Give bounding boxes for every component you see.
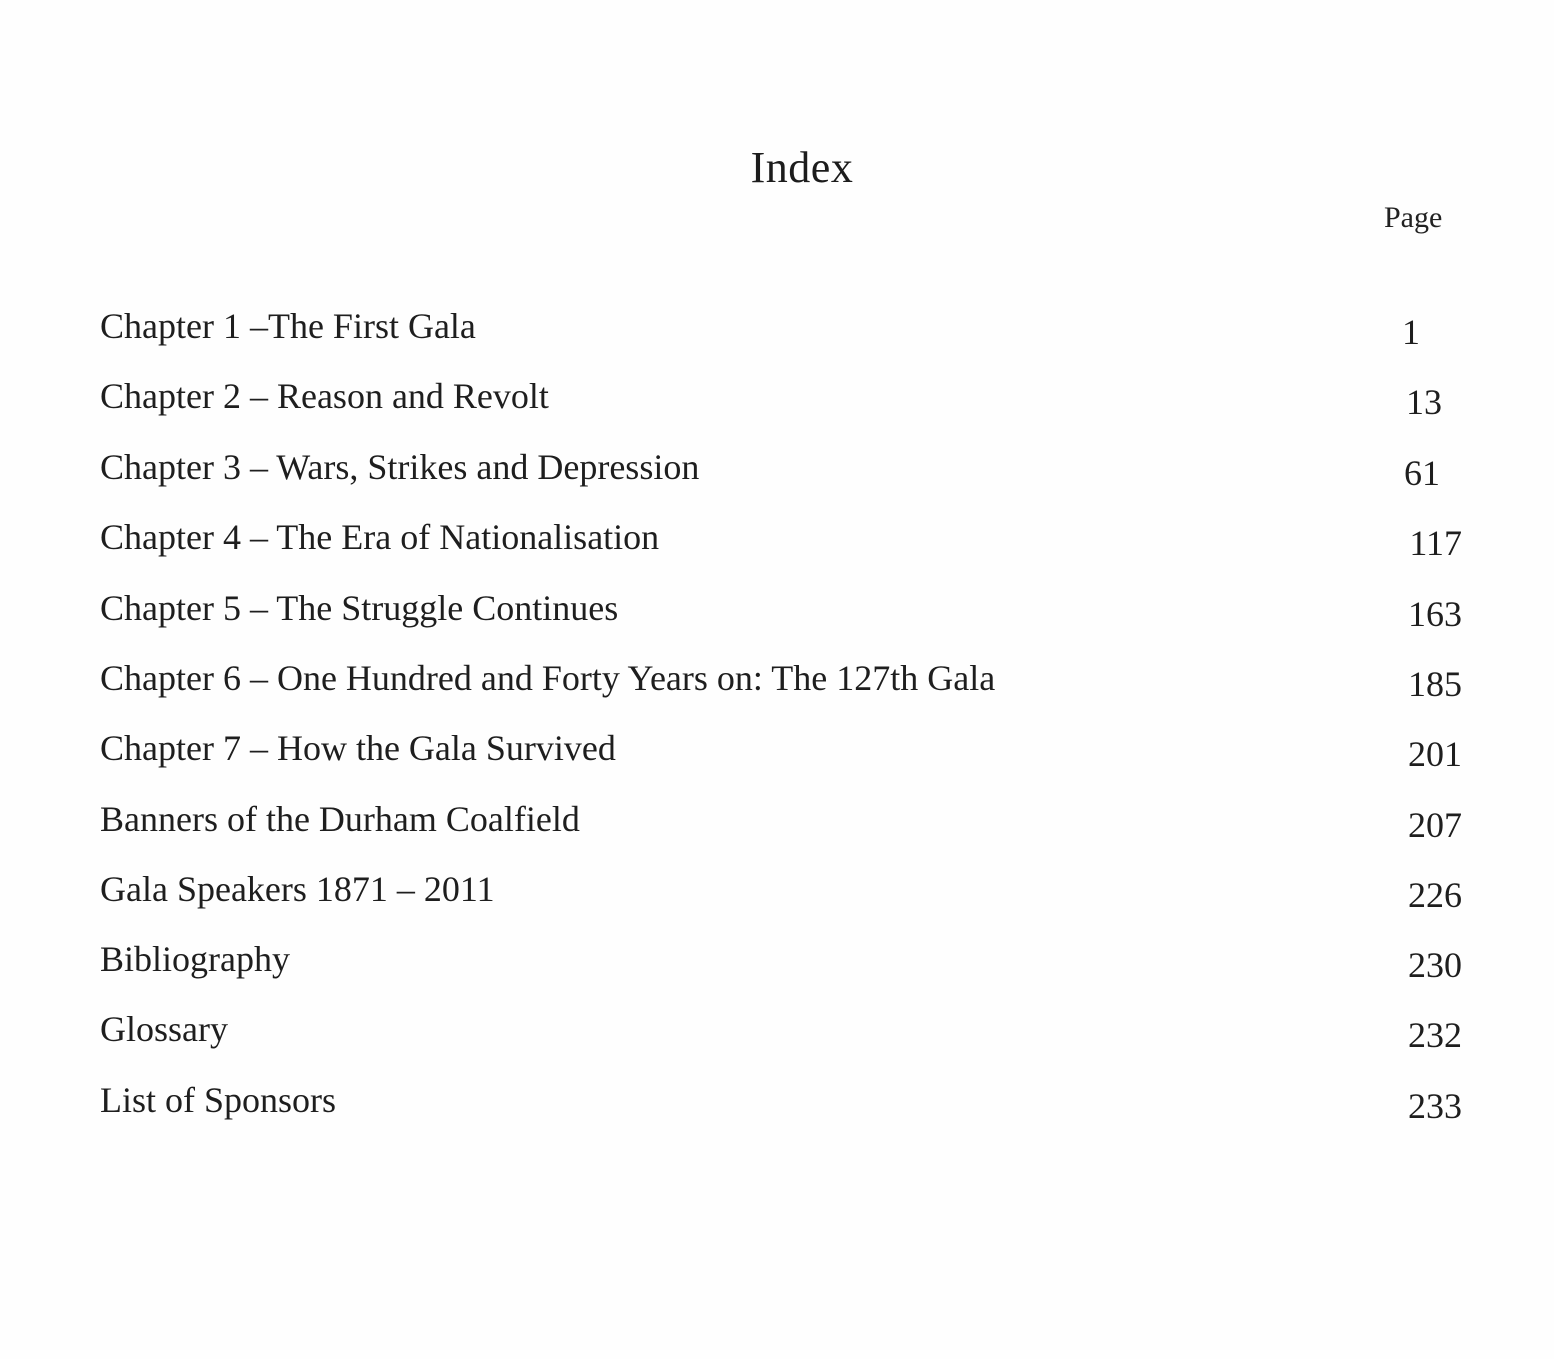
- toc-entry: [100, 1008, 1462, 1058]
- toc-entry-title: Chapter 7 – How the Gala Survived: [100, 728, 616, 768]
- toc-entry-page: 226: [1408, 875, 1462, 915]
- toc-entry-page: 201: [1408, 734, 1462, 774]
- toc-entry-page: 61: [1404, 453, 1440, 493]
- toc-entry: [100, 305, 1462, 355]
- toc-entry-title: Bibliography: [100, 939, 290, 979]
- toc-entry-title: Banners of the Durham Coalfield: [100, 799, 580, 839]
- toc-entry-page: 233: [1408, 1086, 1462, 1126]
- toc-entry: [100, 938, 1462, 988]
- toc-entry: [100, 1079, 1462, 1129]
- toc-entry: [100, 727, 1462, 777]
- toc-entry-title: Chapter 1 –The First Gala: [100, 306, 476, 346]
- toc-entry-title: Chapter 3 – Wars, Strikes and Depression: [100, 447, 700, 487]
- toc-entry: [100, 446, 1462, 496]
- toc-entry-page: 163: [1408, 594, 1462, 634]
- toc-entry-title: Glossary: [100, 1009, 228, 1049]
- toc-entry: [100, 657, 1462, 707]
- toc-entry-page: 232: [1408, 1015, 1462, 1055]
- toc-entry-title: Chapter 6 – One Hundred and Forty Years on: The 127th Gala: [100, 658, 996, 698]
- toc-entry-page: 207: [1408, 805, 1462, 845]
- toc-entry-title: Chapter 4 – The Era of Nationalisation: [100, 517, 660, 557]
- page-title: Index: [750, 143, 854, 192]
- toc-entry-page: 230: [1408, 945, 1462, 985]
- toc-entry-page: 1: [1402, 312, 1420, 352]
- toc-entry: [100, 587, 1462, 637]
- toc-entry-title: Chapter 2 – Reason and Revolt: [100, 376, 549, 416]
- toc-entry-page: 117: [1409, 523, 1462, 563]
- toc-entry: [100, 868, 1462, 918]
- toc-entry-page: 185: [1408, 664, 1462, 704]
- toc-entry-page: 13: [1406, 382, 1442, 422]
- toc-entry-title: Gala Speakers 1871 – 2011: [100, 869, 495, 909]
- toc-entry: [100, 516, 1462, 566]
- toc-entry-title: List of Sponsors: [100, 1080, 337, 1120]
- page-column-header: Page: [1384, 201, 1443, 234]
- toc-entry-title: Chapter 5 – The Struggle Continues: [100, 588, 619, 628]
- toc-entry: [100, 798, 1462, 848]
- toc-entry: [100, 375, 1462, 425]
